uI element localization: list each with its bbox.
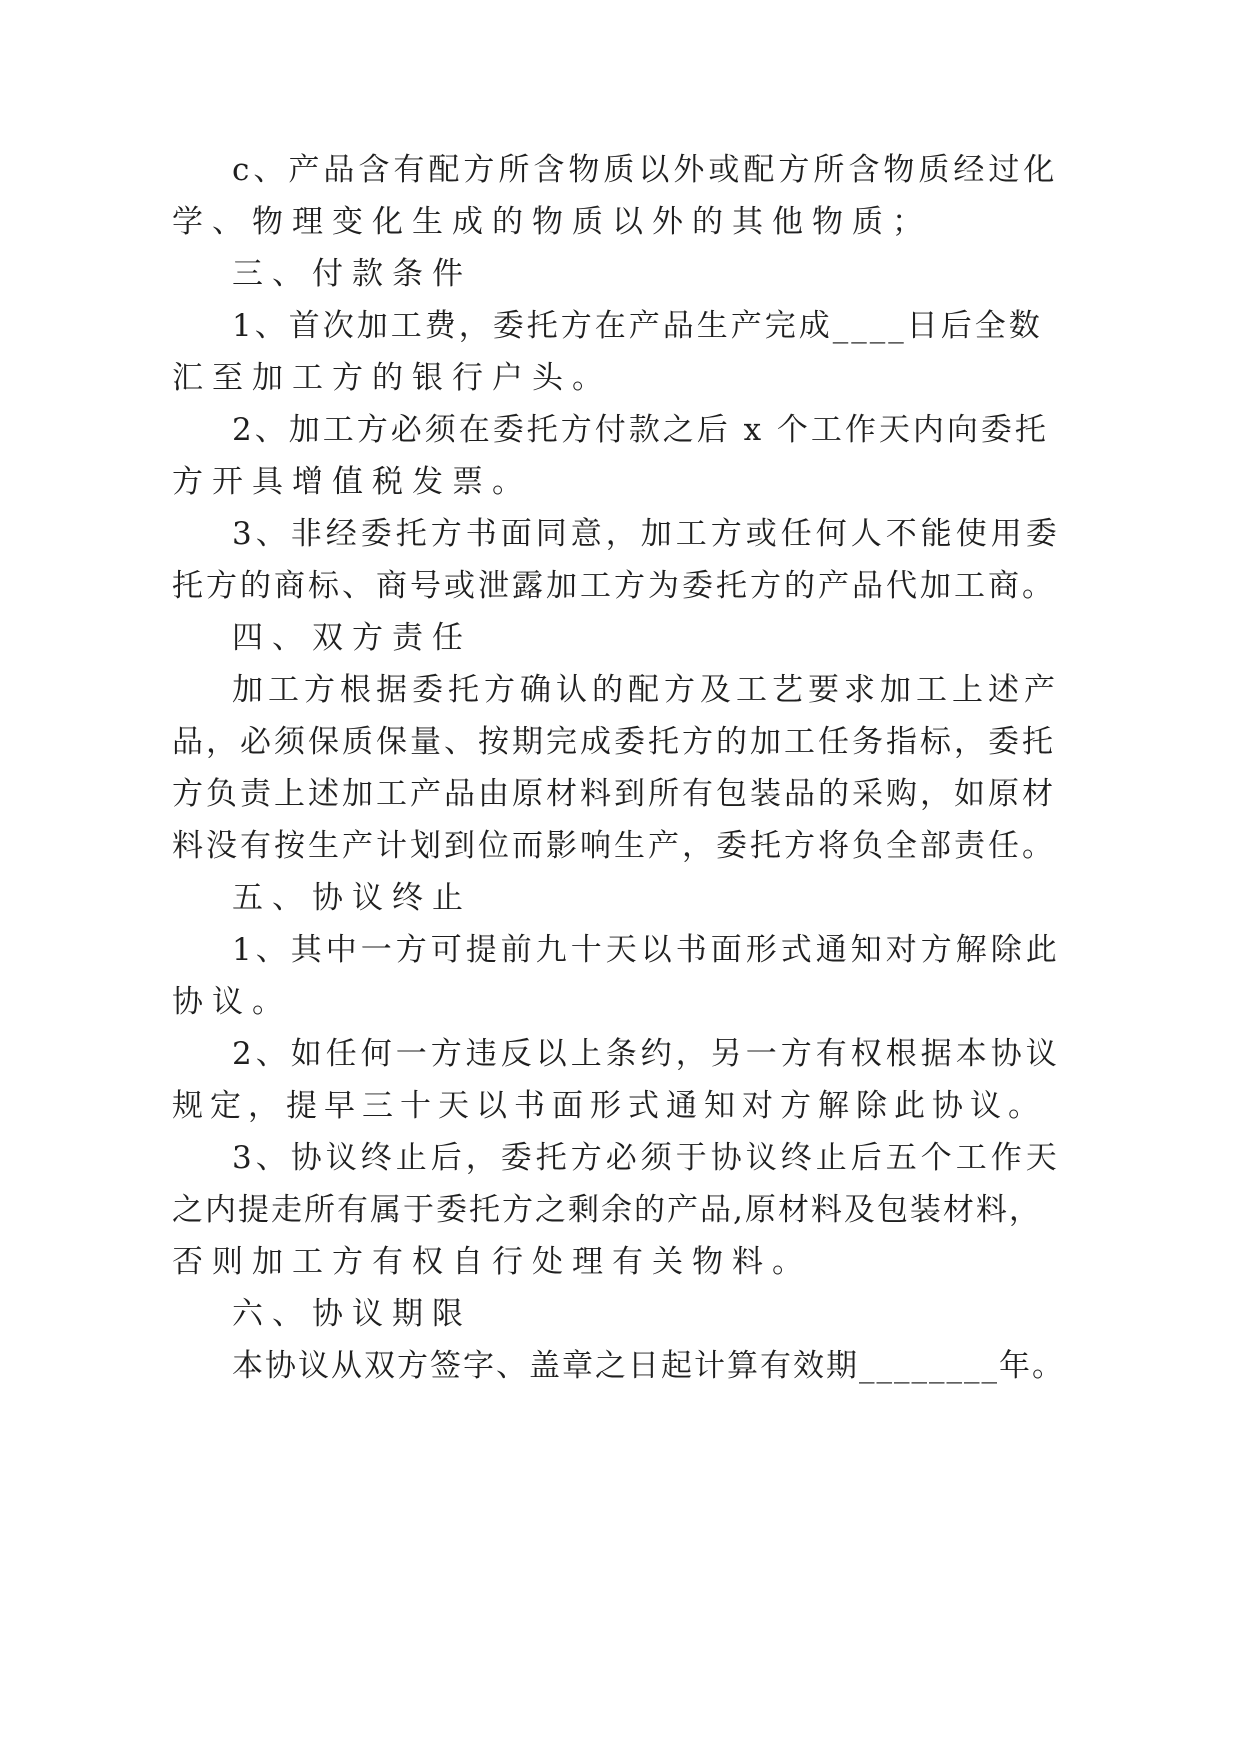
text-line: 之内提走所有属于委托方之剩余的产品,原材料及包装材料， xyxy=(172,1192,1042,1228)
text-line: c、产品含有配方所含物质以外或配方所含物质经过化 xyxy=(232,152,1059,188)
text-line: 否则加工方有权自行处理有关物料。 xyxy=(172,1244,812,1280)
text-line: 3、协议终止后，委托方必须于协议终止后五个工作天 xyxy=(232,1140,1061,1176)
text-line: 本协议从双方签字、盖章之日起计算有效期________年。 xyxy=(232,1348,1065,1384)
text-line: 方负责上述加工产品由原材料到所有包装品的采购，如原材 xyxy=(172,776,1056,812)
text-line: 3、非经委托方书面同意，加工方或任何人不能使用委 xyxy=(232,516,1061,552)
text-line: 规定，提早三十天以书面形式通知对方解除此协议。 xyxy=(172,1088,1046,1124)
section-heading: 六、协议期限 xyxy=(232,1296,472,1332)
section-heading: 四、双方责任 xyxy=(232,620,472,656)
text-line: 学、物理变化生成的物质以外的其他物质； xyxy=(172,204,932,240)
text-line: 2、如任何一方违反以上条约，另一方有权根据本协议 xyxy=(232,1036,1061,1072)
text-line: 托方的商标、商号或泄露加工方为委托方的产品代加工商。 xyxy=(172,568,1056,604)
text-line: 汇至加工方的银行户头。 xyxy=(172,360,612,396)
text-line: 品，必须保质保量、按期完成委托方的加工任务指标，委托 xyxy=(172,724,1056,760)
text-line: 料没有按生产计划到位而影响生产，委托方将负全部责任。 xyxy=(172,828,1056,864)
text-line: 加工方根据委托方确认的配方及工艺要求加工上述产 xyxy=(232,672,1060,708)
text-line: 方开具增值税发票。 xyxy=(172,464,532,500)
text-line: 协议。 xyxy=(172,984,292,1020)
text-line: 1、其中一方可提前九十天以书面形式通知对方解除此 xyxy=(232,932,1061,968)
section-heading: 三、付款条件 xyxy=(232,256,472,292)
text-line: 1、首次加工费，委托方在产品生产完成____日后全数 xyxy=(232,308,1043,344)
section-heading: 五、协议终止 xyxy=(232,880,472,916)
text-line: 2、加工方必须在委托方付款之后 x 个工作天内向委托 xyxy=(232,412,1049,448)
